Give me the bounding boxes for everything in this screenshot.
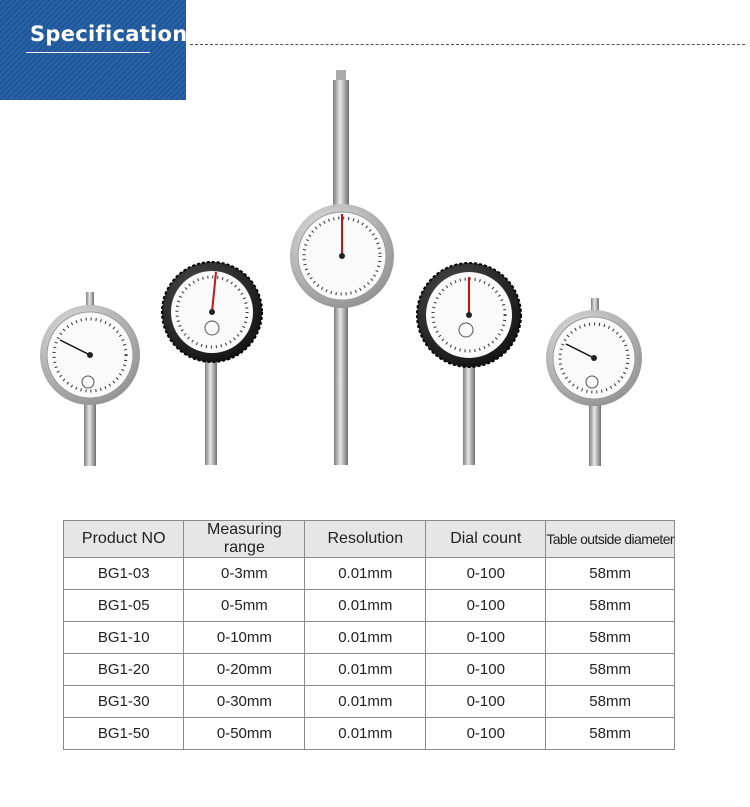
dial-indicator-icon bbox=[417, 263, 521, 465]
dial-indicator-icon bbox=[546, 298, 642, 466]
table-cell: 0.01mm bbox=[305, 686, 426, 718]
table-cell: 0-30mm bbox=[184, 686, 305, 718]
dial-indicator-icon bbox=[162, 262, 262, 465]
table-cell: 0-100 bbox=[426, 590, 546, 622]
table-row bbox=[64, 558, 675, 590]
table-cell: BG1-20 bbox=[64, 654, 184, 686]
table-cell: BG1-30 bbox=[64, 686, 184, 718]
table-cell: 0.01mm bbox=[305, 718, 426, 750]
table-cell: 0-5mm bbox=[184, 590, 305, 622]
dotted-divider bbox=[190, 44, 745, 45]
table-cell: BG1-05 bbox=[64, 590, 184, 622]
table-cell: 58mm bbox=[546, 622, 675, 654]
table-cell: 0-100 bbox=[426, 558, 546, 590]
table-row bbox=[64, 654, 675, 686]
table-cell: 0.01mm bbox=[305, 622, 426, 654]
table-cell: 58mm bbox=[546, 558, 675, 590]
table-cell: 58mm bbox=[546, 686, 675, 718]
column-header: Table outside diameter bbox=[546, 521, 675, 558]
column-header: Measuring range bbox=[184, 521, 305, 558]
table-cell: 0-100 bbox=[426, 622, 546, 654]
table-cell: 0-50mm bbox=[184, 718, 305, 750]
table-row bbox=[64, 718, 675, 750]
product-image bbox=[0, 60, 750, 480]
table-row bbox=[64, 590, 675, 622]
table-cell: 58mm bbox=[546, 590, 675, 622]
table-cell: 0-10mm bbox=[184, 622, 305, 654]
table-header-row bbox=[64, 521, 675, 558]
spec-table bbox=[63, 520, 675, 750]
table-cell: 0-20mm bbox=[184, 654, 305, 686]
table-cell: 58mm bbox=[546, 654, 675, 686]
column-header: Product NO bbox=[64, 521, 184, 558]
column-header: Resolution bbox=[305, 521, 426, 558]
table-cell: 0.01mm bbox=[305, 590, 426, 622]
table-cell: 0-3mm bbox=[184, 558, 305, 590]
table-row bbox=[64, 686, 675, 718]
table-cell: 58mm bbox=[546, 718, 675, 750]
table-cell: BG1-50 bbox=[64, 718, 184, 750]
table-row bbox=[64, 622, 675, 654]
table-cell: 0-100 bbox=[426, 654, 546, 686]
table-cell: 0-100 bbox=[426, 718, 546, 750]
section-title: Specification bbox=[30, 22, 188, 46]
table-cell: 0.01mm bbox=[305, 558, 426, 590]
dial-indicator-icon bbox=[40, 292, 140, 466]
dial-indicator-icon bbox=[290, 70, 394, 465]
table-cell: BG1-03 bbox=[64, 558, 184, 590]
title-underline bbox=[26, 52, 150, 53]
table-cell: BG1-10 bbox=[64, 622, 184, 654]
table-cell: 0-100 bbox=[426, 686, 546, 718]
table-cell: 0.01mm bbox=[305, 654, 426, 686]
column-header: Dial count bbox=[426, 521, 546, 558]
